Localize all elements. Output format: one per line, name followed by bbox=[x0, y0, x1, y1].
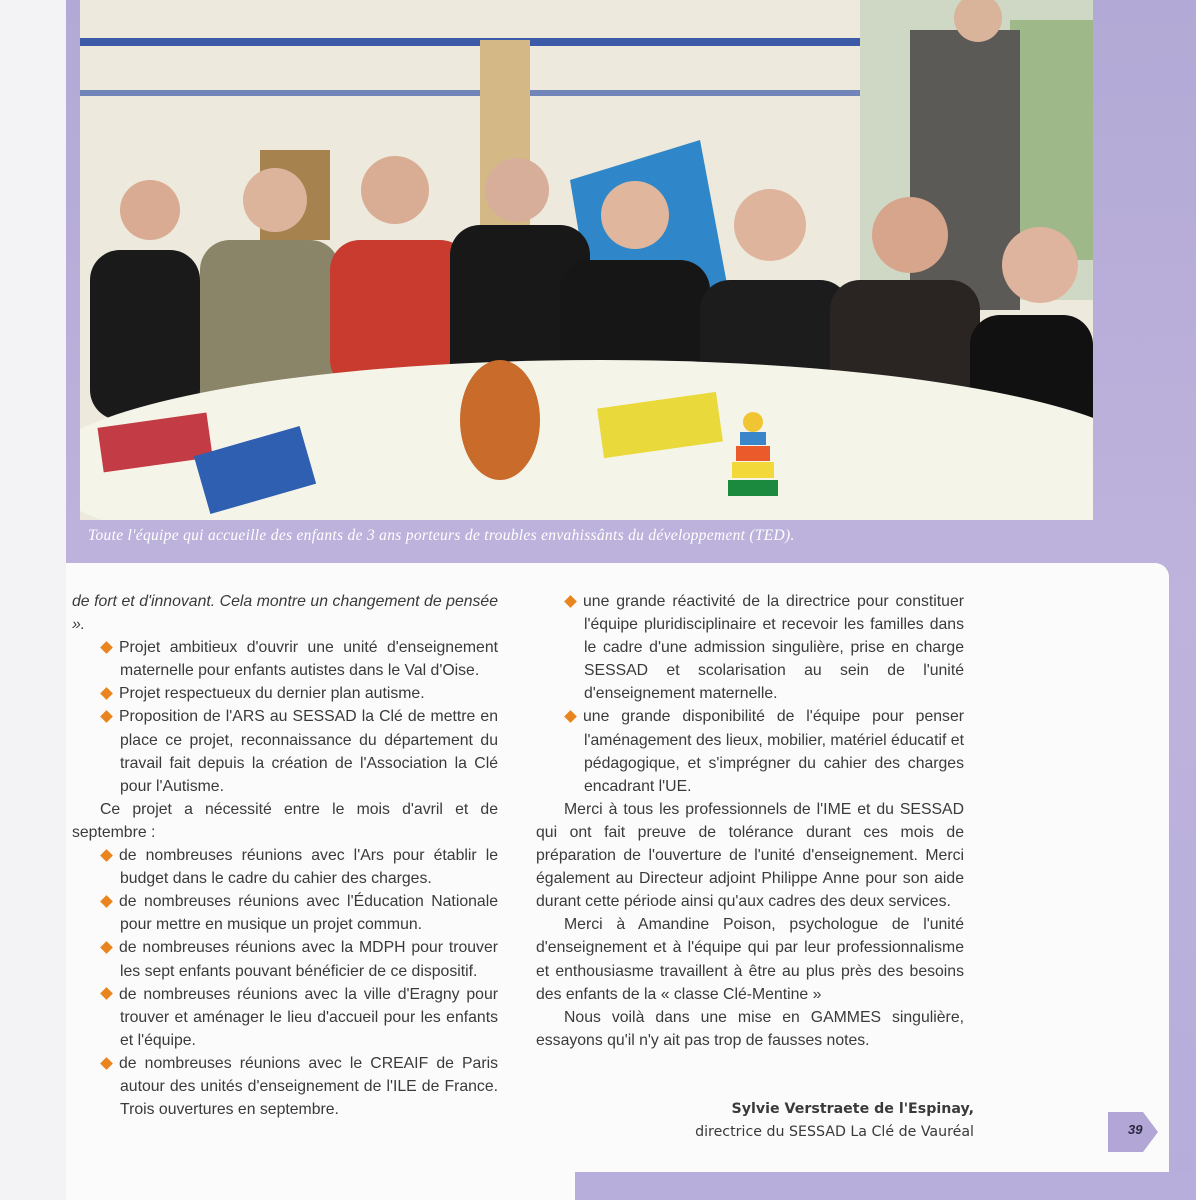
paragraph: Nous voilà dans une mise en GAMMES singulière, essayons qu'il n'y ait pas trop de fausses notes. bbox=[536, 1008, 964, 1049]
diamond-bullet-icon bbox=[100, 687, 113, 700]
left-column bbox=[72, 590, 498, 1121]
list-item: de nombreuses réunions avec la ville d'Eragny pour trouver et aménager le lieu d'accueil pour les enfants et l'équipe. bbox=[72, 983, 498, 1052]
photo-caption: Toute l'équipe qui accueille des enfants de 3 ans porteurs de troubles envahissânts du développement (TED). bbox=[88, 527, 795, 544]
bottom-strip bbox=[575, 1172, 1196, 1200]
list-item: de nombreuses réunions avec l'Éducation Nationale pour mettre en musique un projet commun. bbox=[72, 890, 498, 936]
diamond-bullet-icon bbox=[564, 710, 577, 723]
paragraph: Ce projet a nécessité entre le mois d'avril et de septembre : bbox=[72, 800, 498, 841]
diamond-bullet-icon bbox=[100, 941, 113, 954]
paragraph: Merci à Amandine Poison, psychologue de l'unité d'enseignement et à l'équipe qui par leur professionnalisme et enthousiasme travaillent à être au plus près des besoins des enfants de la « classe Clé-Mentine » bbox=[536, 916, 964, 1003]
team-photo bbox=[80, 0, 1093, 520]
page-number: 39 bbox=[1128, 1122, 1143, 1137]
page-edge bbox=[0, 0, 66, 1200]
list-item: de nombreuses réunions avec le CREAIF de Paris autour des unités d'enseignement de l'ILE de France. Trois ouvertures en septembre. bbox=[72, 1052, 498, 1121]
list-item: une grande réactivité de la directrice pour constituer l'équipe pluridisciplinaire et recevoir les familles dans le cadre d'une admission singulière, prise en charge SESSAD et scolarisation au sein de l'unité d'enseignement maternelle. bbox=[536, 590, 964, 705]
diamond-bullet-icon bbox=[100, 988, 113, 1001]
diamond-bullet-icon bbox=[100, 710, 113, 723]
list-item: Proposition de l'ARS au SESSAD la Clé de mettre en place ce projet, reconnaissance du département du travail fait depuis la création de l'Association la Clé pour l'Autisme. bbox=[72, 705, 498, 797]
intro-text: de fort et d'innovant. Cela montre un changement de pensée ». bbox=[72, 593, 498, 634]
diamond-bullet-icon bbox=[564, 595, 577, 608]
list-item: Projet respectueux du dernier plan autisme. bbox=[72, 682, 498, 705]
diamond-bullet-icon bbox=[100, 641, 113, 654]
signature-role: directrice du SESSAD La Clé de Vauréal bbox=[695, 1124, 974, 1140]
signature-name: Sylvie Verstraete de l'Espinay, bbox=[731, 1101, 974, 1117]
diamond-bullet-icon bbox=[100, 895, 113, 908]
list-item: une grande disponibilité de l'équipe pour penser l'aménagement des lieux, mobilier, matériel éducatif et pédagogique, et s'imprégner du cahier des charges encadrant l'UE. bbox=[536, 705, 964, 797]
right-column bbox=[536, 590, 964, 1052]
paragraph: Merci à tous les professionnels de l'IME et du SESSAD qui ont fait preuve de tolérance durant ces mois de préparation de l'ouverture de l'unité d'enseignement. Merci également au Directeur adjoint Philippe Anne pour son aide durant cette période ainsi qu'aux cadres des deux services. bbox=[536, 800, 964, 911]
diamond-bullet-icon bbox=[100, 849, 113, 862]
diamond-bullet-icon bbox=[100, 1057, 113, 1070]
list-item: de nombreuses réunions avec l'Ars pour établir le budget dans le cadre du cahier des charges. bbox=[72, 844, 498, 890]
list-item: Projet ambitieux d'ouvrir une unité d'enseignement maternelle pour enfants autistes dans le Val d'Oise. bbox=[72, 636, 498, 682]
list-item: de nombreuses réunions avec la MDPH pour trouver les sept enfants pouvant bénéficier de ce dispositif. bbox=[72, 936, 498, 982]
signature bbox=[695, 1098, 974, 1144]
